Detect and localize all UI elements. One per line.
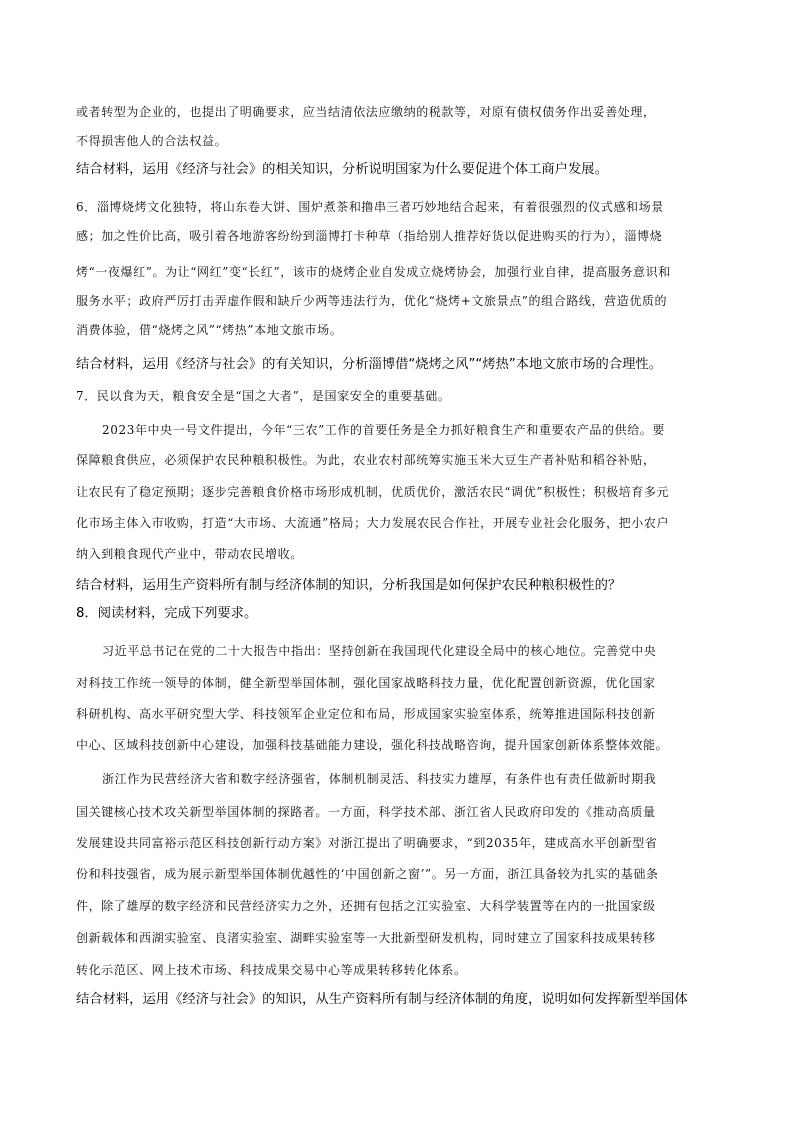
paragraph-line: 浙江作为民营经济大省和数字经济强省，体制机制灵活、科技实力雄厚，有条件也有责任做新时期我 xyxy=(102,772,657,786)
paragraph-line: 或者转型为企业的，也提出了明确要求，应当结清依法应缴纳的税款等，对原有债权债务作出妥善处理， xyxy=(76,105,656,119)
question-prompt: 结合材料，运用《经济与社会》的有关知识，分析淄博借“烧烤之风”“烤热”本地文旅市场的合理性。 xyxy=(76,357,663,372)
paragraph-line: 习近平总书记在党的二十大报告中指出：坚持创新在我国现代化建设全局中的核心地位。完善党中央 xyxy=(102,644,657,658)
paragraph-line: 不得损害他人的合法权益。 xyxy=(76,134,228,148)
paragraph-line: 保障粮食供应，必须保护农民种粮积极性。为此，农业农村部统筹实施玉米大豆生产者补贴和稻谷补贴， xyxy=(76,453,656,467)
question-8-line: 8．阅读材料，完成下列要求。 xyxy=(76,606,258,621)
paragraph-line: 烤“一夜爆红”。为让“网红”变“长红”，该市的烧烤企业自发成立烧烤协会，加强行业自律，提高服务意识和 xyxy=(76,265,671,279)
paragraph-line: 创新载体和西湖实验室、良渚实验室、湖畔实验室等一大批新型研发机构，同时建立了国家科技成果转移 xyxy=(76,931,656,945)
paragraph-line: 让农民有了稳定预期；逐步完善粮食价格市场形成机制，优质优价，激活农民“调优”积极性；积极培育多元 xyxy=(76,485,670,499)
paragraph-line: 转化示范区、网上技术市场、科技成果交易中心等成果转移转化体系。 xyxy=(76,963,467,977)
question-prompt: 结合材料，运用《经济与社会》的知识，从生产资料所有制与经济体制的角度，说明如何发挥新型举国体 xyxy=(76,992,688,1007)
question-6-line: 6．淄博烧烤文化独特，将山东卷大饼、围炉煮茶和撸串三者巧妙地结合起来，有着很强烈的仪式感和场景 xyxy=(76,200,664,214)
paragraph-line: 消费体验，借“烧烤之风”“烤热”本地文旅市场。 xyxy=(76,323,343,337)
question-prompt: 结合材料，运用生产资料所有制与经济体制的知识，分析我国是如何保护农民种粮积极性的？ xyxy=(76,578,622,593)
paragraph-line: 化市场主体入市收购，打造“大市场、大流通”格局；大力发展农民合作社，开展专业社会化服务，把小农户 xyxy=(76,516,670,530)
paragraph-line: 服务水平；政府严厉打击弄虚作假和缺斤少两等违法行为，优化“烧烤+文旅景点”的组合路线，营造优质的 xyxy=(76,294,668,308)
paragraph-line: 2023年中央一号文件提出，今年“三农”工作的首要任务是全力抓好粮食生产和重要农产品的供给。要 xyxy=(102,423,666,437)
paragraph-line: 对科技工作统一领导的体制，健全新型举国体制，强化国家战略科技力量，优化配置创新资源，优化国家 xyxy=(76,676,656,690)
paragraph-line: 中心、区域科技创新中心建设，加强科技基础能力建设，强化科技战略咨询，提升国家创新体系整体效能。 xyxy=(76,738,669,752)
paragraph-line: 科研机构、高水平研究型大学、科技领军企业定位和布局，形成国家实验室体系，统筹推进国际科技创新 xyxy=(76,707,656,721)
paragraph-line: 感；加之性价比高，吸引着各地游客纷纷到淄博打卡种草（指给别人推荐好货以促进购买的行为），淄博烧 xyxy=(76,229,663,243)
paragraph-line: 份和科技强省，成为展示新型举国体制优越性的‘中国创新之窗’”。另一方面，浙江具备较为扎实的基础条 xyxy=(76,867,659,881)
paragraph-line: 件，除了雄厚的数字经济和民营经济实力之外，还拥有包括之江实验室、大科学装置等在内的一批国家级 xyxy=(76,899,656,913)
question-7-line: 7．民以食为天，粮食安全是“国之大者”，是国家安全的重要基础。 xyxy=(76,389,451,403)
paragraph-line: 发展建设共同富裕示范区科技创新行动方案》对浙江提出了明确要求，“到2035年，建成高水平创新型省 xyxy=(76,836,658,850)
question-prompt: 结合材料，运用《经济与社会》的相关知识，分析说明国家为什么要促进个体工商户发展。 xyxy=(76,162,608,177)
paragraph-line: 纳入到粮食现代产业中，带动农民增收。 xyxy=(76,547,303,561)
paragraph-line: 国关键核心技术攻关新型举国体制的探路者。一方面，科学技术部、浙江省人民政府印发的《推动高质量 xyxy=(76,805,656,819)
